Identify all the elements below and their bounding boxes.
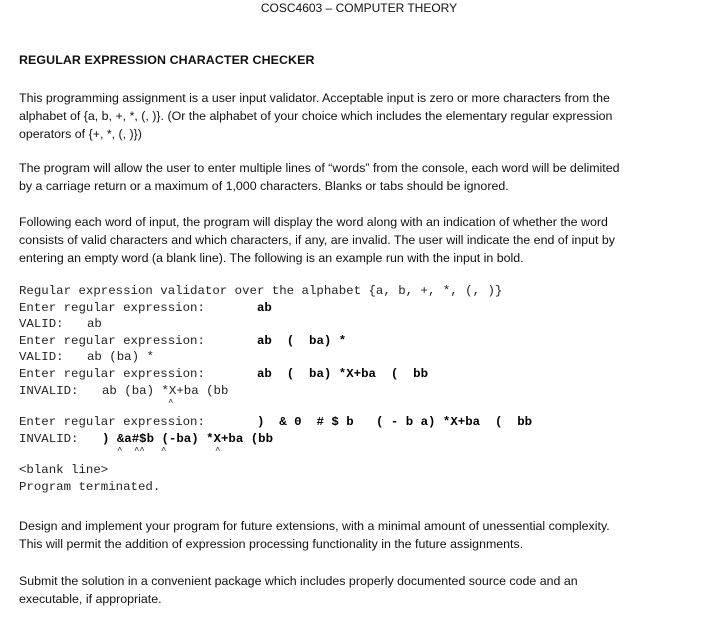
console-line: Regular expression validator over the alphabet {a, b, +, *, (, )} — [19, 284, 503, 298]
text-line: Design and implement your program for future extensions, with a minimal amount of unessential complexity. — [19, 519, 610, 533]
error-caret: ^ — [161, 446, 167, 457]
paragraph-output-rules — [19, 213, 699, 267]
prompt-text: Enter regular expression: — [19, 366, 205, 381]
console-line — [19, 349, 709, 366]
console-line: Program terminated. — [19, 479, 161, 494]
console-line: <blank line> — [19, 463, 109, 478]
text-line: executable, if appropriate. — [19, 592, 162, 606]
text-line: alphabet of {a, b, +, *, (, )}. (Or the alphabet of your choice which includes the elementary regular expression — [19, 109, 613, 123]
console-line — [19, 414, 709, 431]
text-line: Following each word of input, the program will display the word along with an indication of whether the word — [19, 215, 608, 229]
console-line — [19, 333, 709, 350]
console-line — [19, 431, 709, 448]
text-line: The program will allow the user to enter multiple lines of “words” from the console, each word will be delimited — [19, 161, 620, 175]
paragraph-input-rules — [19, 159, 699, 195]
page-header: COSC4603 – COMPUTER THEORY — [260, 1, 458, 15]
echoed-word: ab (ba) *X+ba (bb — [102, 383, 229, 398]
text-line: This will permit the addition of expression processing functionality in the future assignments. — [19, 537, 524, 551]
paragraph-design — [19, 517, 699, 553]
paragraph-submission — [19, 572, 699, 608]
error-caret: ^ — [117, 446, 123, 457]
echoed-word: ab — [87, 317, 102, 332]
console-line — [19, 383, 709, 400]
result-label: VALID: — [19, 317, 64, 332]
result-label: INVALID: — [19, 383, 79, 398]
error-caret: ^ — [215, 446, 221, 457]
text-line: Submit the solution in a convenient package which includes properly documented source code and an — [19, 574, 578, 588]
error-caret: ^^ — [134, 446, 145, 457]
text-line: by a carriage return or a maximum of 1,000 characters. Blanks or tabs should be ignored. — [19, 179, 509, 193]
prompt-text: Enter regular expression: — [19, 415, 205, 430]
text-line: operators of {+, *, (, )}) — [19, 127, 142, 141]
prompt-text: Enter regular expression: — [19, 300, 205, 315]
user-input: ab — [257, 300, 272, 315]
result-label: INVALID: — [19, 431, 79, 446]
paragraph-intro — [19, 89, 699, 143]
assignment-title: REGULAR EXPRESSION CHARACTER CHECKER — [19, 53, 315, 67]
console-line — [19, 366, 709, 383]
console-line — [19, 300, 709, 317]
text-line: entering an empty word (a blank line). The following is an example run with the input in bold. — [19, 251, 524, 265]
error-marker-line — [19, 399, 709, 412]
echoed-word: ab (ba) * — [87, 350, 154, 365]
example-run — [19, 283, 709, 496]
text-line: This programming assignment is a user input validator. Acceptable input is zero or more characters from the — [19, 91, 610, 105]
error-marker-line — [19, 447, 709, 460]
user-input: ab ( ba) * — [257, 333, 347, 348]
error-caret: ^ — [168, 398, 174, 409]
echoed-word: ) &a#$b (-ba) *X+ba (bb — [102, 431, 274, 446]
prompt-text: Enter regular expression: — [19, 333, 205, 348]
result-label: VALID: — [19, 350, 64, 365]
user-input: ) & 0 # $ b ( - b a) *X+ba ( bb — [257, 415, 533, 430]
console-line — [19, 316, 709, 333]
user-input: ab ( ba) *X+ba ( bb — [257, 366, 429, 381]
text-line: consists of valid characters and which characters, if any, are invalid. The user will indicate the end of input by — [19, 233, 615, 247]
